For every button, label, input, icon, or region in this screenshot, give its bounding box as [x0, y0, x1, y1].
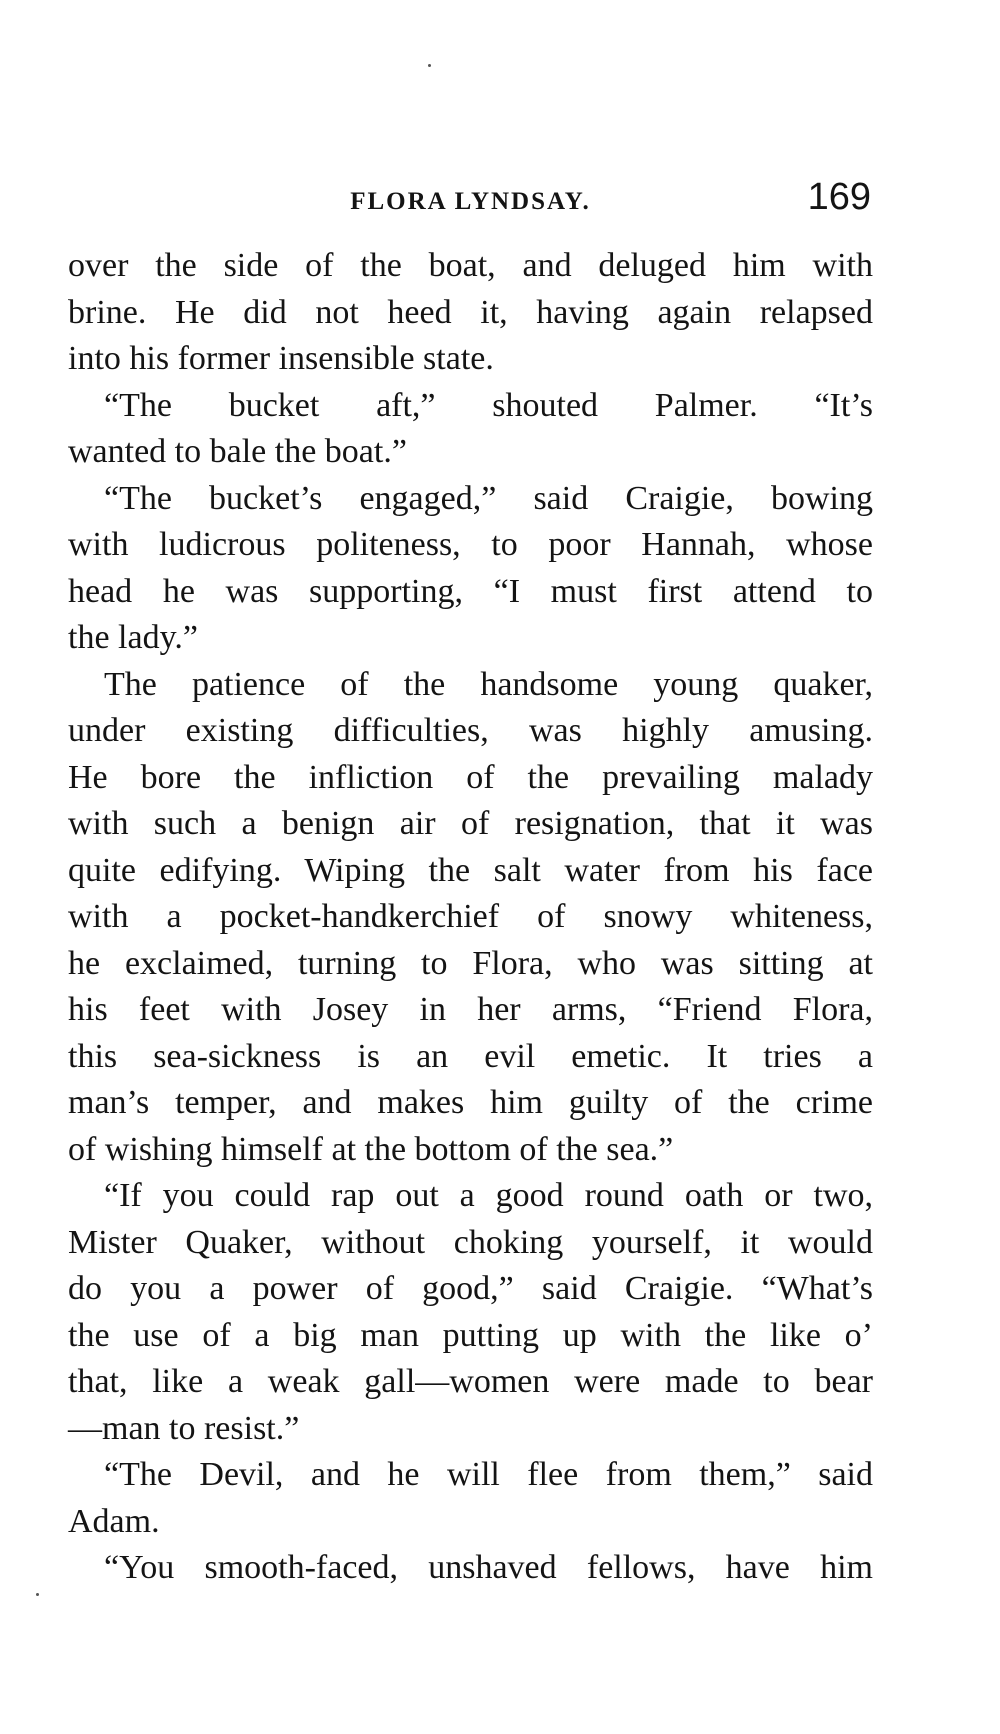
text-line: with a pocket-handkerchief of snowy whiteness, [68, 898, 873, 935]
text-line: with such a benign air of resignation, that it was [68, 805, 873, 842]
running-head [68, 176, 873, 232]
text-line: the lady.” [68, 619, 198, 656]
text-line: this sea-sickness is an evil emetic. It tries a [68, 1037, 873, 1075]
text-line: He bore the infliction of the prevailing malady [68, 758, 873, 796]
text-line: “If you could rap out a good round oath or two, [104, 1177, 873, 1214]
running-title: FLORA LYNDSAY. [350, 188, 591, 215]
text-line: into his former insensible state. [68, 340, 494, 377]
paper-speck-top [428, 64, 431, 67]
text-line: Adam. [68, 1502, 160, 1540]
text-line: head he was supporting, “I must first attend to [68, 572, 873, 610]
text-line: that, like a weak gall—women were made to bear [68, 1363, 873, 1400]
text-line: “The bucket’s engaged,” said Craigie, bowing [104, 479, 873, 517]
text-line: man’s temper, and makes him guilty of the crime [68, 1084, 873, 1121]
text-line: of wishing himself at the bottom of the sea.” [68, 1130, 674, 1168]
text-line: quite edifying. Wiping the salt water from his face [68, 851, 873, 889]
text-line: “The bucket aft,” shouted Palmer. “It’s [104, 386, 873, 424]
paper-speck-left [36, 1593, 39, 1596]
text-line: he exclaimed, turning to Flora, who was sitting at [68, 944, 873, 982]
page-number: 169 [807, 176, 871, 218]
text-line: wanted to bale the boat.” [68, 433, 407, 470]
text-line: Mister Quaker, without choking yourself, it would [68, 1223, 873, 1261]
body-text [68, 243, 873, 1592]
text-line: “The Devil, and he will flee from them,” said [104, 1456, 873, 1493]
text-line: under existing difficulties, was highly amusing. [68, 712, 873, 749]
text-line: The patience of the handsome young quaker, [104, 665, 873, 703]
text-line: with ludicrous politeness, to poor Hannah, whose [68, 526, 873, 563]
text-line: brine. He did not heed it, having again relapsed [68, 293, 873, 331]
text-line: do you a power of good,” said Craigie. “What’s [68, 1270, 873, 1307]
text-line: —man to resist.” [68, 1409, 300, 1447]
text-line: “You smooth-faced, unshaved fellows, have him [104, 1549, 873, 1586]
text-line: over the side of the boat, and deluged him with [68, 247, 873, 284]
text-line: his feet with Josey in her arms, “Friend Flora, [68, 991, 873, 1028]
text-line: the use of a big man putting up with the like o’ [68, 1316, 873, 1354]
